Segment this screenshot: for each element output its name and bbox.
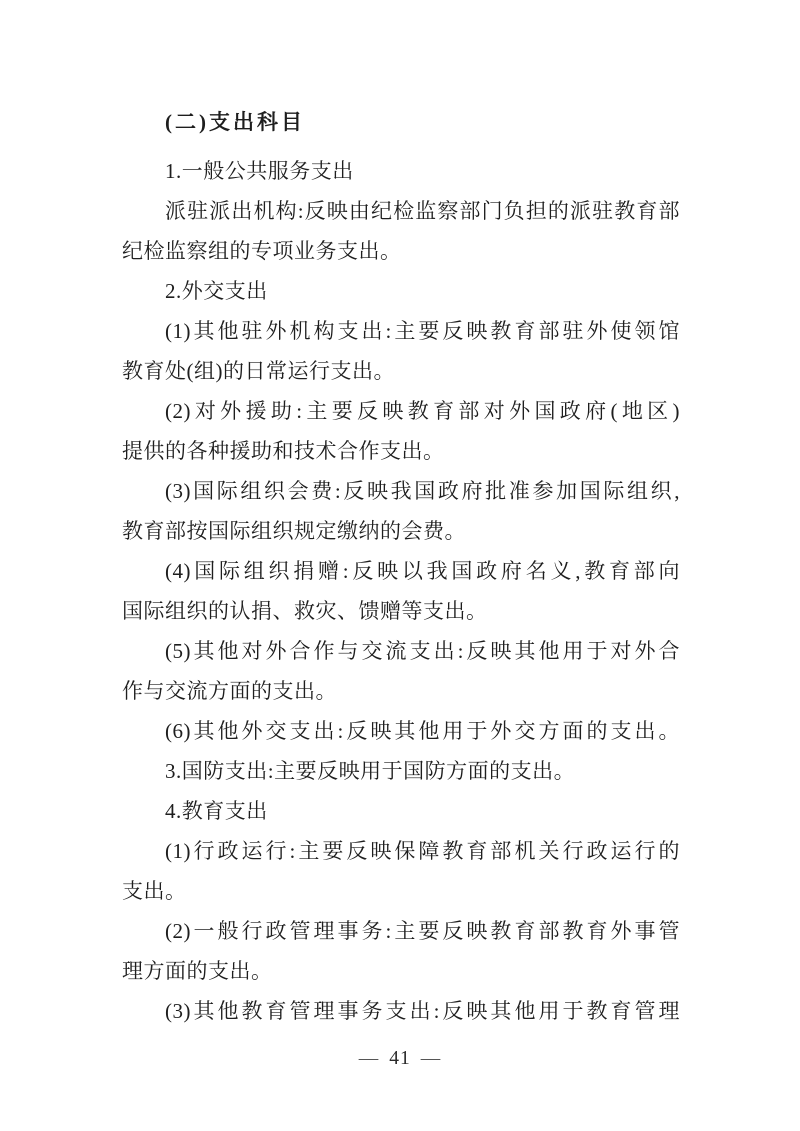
text-line: (6)其他外交支出:反映其他用于外交方面的支出。 <box>165 719 680 743</box>
footer-left-dash: — <box>358 1048 380 1069</box>
text-line: (3)其他教育管理事务支出:反映其他用于教育管理 <box>165 999 680 1023</box>
text-line: (2)一般行政管理事务:主要反映教育部教育外事管 <box>165 919 680 943</box>
text-line: 4.教育支出 <box>165 799 268 823</box>
section-heading: (二)支出科目 <box>165 110 305 134</box>
text-line: 3.国防支出:主要反映用于国防方面的支出。 <box>165 759 576 783</box>
text-line: 教育处(组)的日常运行支出。 <box>122 359 395 383</box>
text-line: 国际组织的认捐、救灾、馈赠等支出。 <box>122 599 488 623</box>
text-line: 派驻派出机构:反映由纪检监察部门负担的派驻教育部 <box>165 199 680 223</box>
text-line: (1)其他驻外机构支出:主要反映教育部驻外使领馆 <box>165 319 680 343</box>
text-line: 纪检监察组的专项业务支出。 <box>122 239 402 263</box>
text-line: (2)对外援助:主要反映教育部对外国政府(地区) <box>165 399 680 423</box>
text-line: (5)其他对外合作与交流支出:反映其他用于对外合 <box>165 639 680 663</box>
text-line: (4)国际组织捐赠:反映以我国政府名义,教育部向 <box>165 559 680 583</box>
text-line: 提供的各种援助和技术合作支出。 <box>122 439 445 463</box>
text-line: 理方面的支出。 <box>122 959 273 983</box>
page-footer <box>0 1044 800 1074</box>
page-content <box>122 102 680 1031</box>
text-line: 作与交流方面的支出。 <box>122 679 337 703</box>
page-number: 41 <box>389 1048 411 1069</box>
text-line: (3)国际组织会费:反映我国政府批准参加国际组织, <box>165 479 680 503</box>
text-line: 支出。 <box>122 879 187 903</box>
text-line: 教育部按国际组织规定缴纳的会费。 <box>122 519 466 543</box>
text-line: (1)行政运行:主要反映保障教育部机关行政运行的 <box>165 839 680 863</box>
footer-right-dash: — <box>420 1048 442 1069</box>
text-line: 1.一般公共服务支出 <box>165 159 354 183</box>
text-line: 2.外交支出 <box>165 279 268 303</box>
